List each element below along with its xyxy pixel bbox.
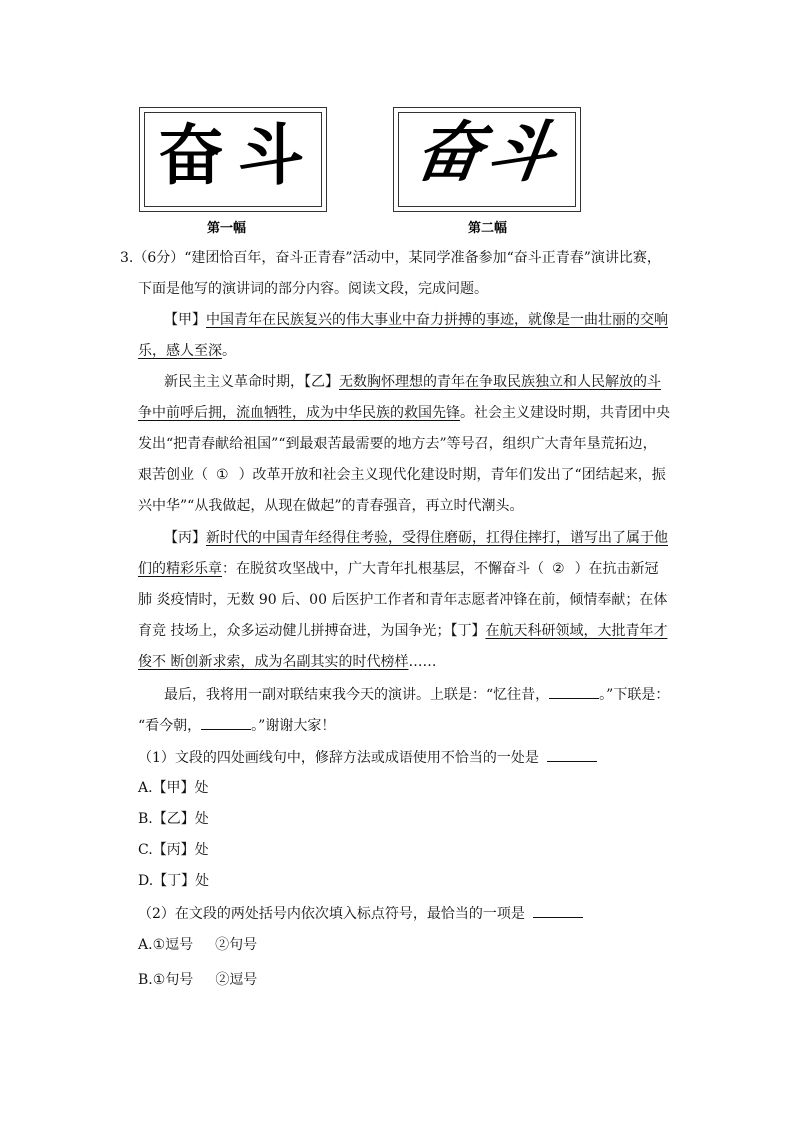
sub1-option-c-text: C.【丙】处	[138, 842, 209, 858]
sub2-answer-blank[interactable]	[533, 903, 583, 918]
sub1-answer-blank[interactable]	[547, 747, 597, 762]
underline-jia-1: 中国青年在民族复兴的伟大事业中奋力拼搏的事迹，就像是一曲壮丽的交响	[206, 312, 668, 328]
para-2-l4b: ）改革开放和社会主义现代化建设时期，青年们发出了“团结起来，振	[238, 467, 666, 483]
sub2-option-b-marker-2: ②	[215, 972, 230, 988]
sub1-option-c[interactable]	[138, 840, 209, 860]
para-3-l2c: ）在抗击新冠	[574, 561, 659, 577]
para-4-l1b: 。”下联是：	[599, 687, 670, 703]
tag-jia: 【甲】	[164, 312, 206, 328]
figure-1-calligraphy: 奋斗	[158, 116, 318, 194]
sub2-option-b-second: 逗号	[229, 972, 258, 988]
tag-bing: 【丙】	[164, 530, 206, 546]
question-stem-line-1	[120, 248, 661, 268]
couplet-blank-2[interactable]	[201, 715, 251, 730]
couplet-blank-1[interactable]	[549, 684, 599, 699]
para-2-pre: 新民主主义革命时期，【乙】	[164, 374, 339, 390]
figure-2-caption: 第二幅	[468, 220, 508, 235]
sub2-option-b-first: 句号	[165, 972, 194, 988]
question-number-text: 3.（6分）“建团恰百年，奋斗正青春”活动中，某同学准备参加“奋斗正青春”演讲比赛，	[120, 250, 661, 266]
para-2-mid: 。社会主义建设时期，共青团中央	[460, 405, 670, 421]
para-3-line-3	[138, 590, 667, 610]
sub1-stem	[138, 747, 597, 768]
sub1-option-b-text: B.【乙】处	[138, 811, 209, 827]
para-2-l4a: 艰苦创业（	[138, 467, 208, 483]
para-3-line-5	[138, 652, 436, 672]
jia-end: 。	[222, 343, 236, 359]
para-3-l4a: 育竞 技场上，众多运动健儿拼搏奋进，为国争光；【丁】	[138, 623, 486, 639]
sub2-option-a-second: 句号	[229, 937, 258, 953]
para-2-l5: 兴中华”“从我做起，从现在做起”的青春强音，再立时代潮头。	[138, 498, 524, 514]
para-jia-line-2	[138, 341, 236, 361]
para-3-end: ……	[408, 654, 437, 670]
para-3-line-2	[138, 559, 659, 579]
para-4-l1a: 最后，我将用一副对联结束我今天的演讲。上联是：“忆往昔，	[164, 687, 550, 703]
underline-yi-2: 争中前呼后拥，流血牺牲，成为中华民族的救国先锋	[138, 405, 460, 421]
para-3-l2b: ：在脱贫攻坚战中，广大青年扎根基层，不懈奋斗（	[222, 561, 544, 577]
sub2-stem-text: （2）在文段的两处括号内依次填入标点符号，最恰当的一项是	[138, 906, 525, 922]
sub1-option-a-text: A.【甲】处	[138, 780, 209, 796]
para-2-line-5	[138, 496, 523, 516]
para-jia-line-1	[164, 310, 668, 330]
underline-bing-1: 新时代的中国青年经得住考验，受得住磨砺，扛得住摔打，谱写出了属于他	[206, 530, 668, 546]
para-4-line-1	[164, 684, 669, 705]
blank-marker-1: ①	[216, 467, 229, 483]
sub1-option-b[interactable]	[138, 809, 209, 829]
para-3-l3: 肺 炎疫情时，无数 90 后、00 后医护工作者和青年志愿者冲锋在前，倾情奉献；在体	[138, 592, 668, 608]
para-2-line-3	[138, 434, 657, 454]
sub1-option-d-text: D.【丁】处	[138, 873, 210, 889]
sub2-option-a-marker-1: ①	[152, 937, 166, 953]
figure-1-caption: 第一幅	[207, 220, 247, 235]
sub2-stem	[138, 903, 583, 924]
underline-bing-2: 们的精彩乐章	[138, 561, 222, 577]
para-3-line-1	[164, 528, 668, 548]
sub2-option-a-marker-2: ②	[215, 937, 230, 953]
para-2-l3: 发出“把青春献给祖国”“到最艰苦最需要的地方去”等号召，组织广大青年垦荒拓边，	[138, 436, 657, 452]
sub2-option-a-first: 逗号	[165, 937, 194, 953]
sub2-option-a[interactable]	[138, 935, 257, 955]
figure-2-calligraphy: 奋斗	[410, 114, 566, 191]
sub1-stem-text: （1）文段的四处画线句中，修辞方法或成语使用不恰当的一处是	[138, 750, 539, 766]
underline-ding-2: 俊不 断创新求索，成为名副其实的时代榜样	[138, 654, 409, 670]
sub2-option-a-label: A.	[138, 937, 153, 953]
para-2-line-1	[164, 372, 661, 392]
sub1-option-d[interactable]	[138, 871, 209, 891]
para-2-line-4	[138, 465, 666, 485]
para-4-l2a: “看今朝，	[138, 718, 202, 734]
underline-ding-1: 在航天科研领域，大批青年才	[485, 623, 668, 639]
para-2-line-2	[138, 403, 670, 423]
underline-jia-2: 乐，感人至深	[138, 343, 222, 359]
sub2-option-b[interactable]	[138, 970, 257, 990]
underline-yi-1: 无数胸怀理想的青年在争取民族独立和人民解放的斗	[339, 374, 661, 390]
para-3-line-4	[138, 621, 667, 641]
para-4-l2b: 。”谢谢大家！	[251, 718, 336, 734]
question-intro-text: 下面是他写的演讲词的部分内容。阅读文段，完成问题。	[138, 281, 488, 297]
blank-marker-2: ②	[552, 561, 565, 577]
sub2-option-b-label: B.	[138, 972, 153, 988]
sub1-option-a[interactable]	[138, 778, 209, 798]
sub2-option-b-marker-1: ①	[152, 972, 166, 988]
para-4-line-2	[138, 715, 335, 736]
question-stem-line-2	[138, 279, 488, 299]
